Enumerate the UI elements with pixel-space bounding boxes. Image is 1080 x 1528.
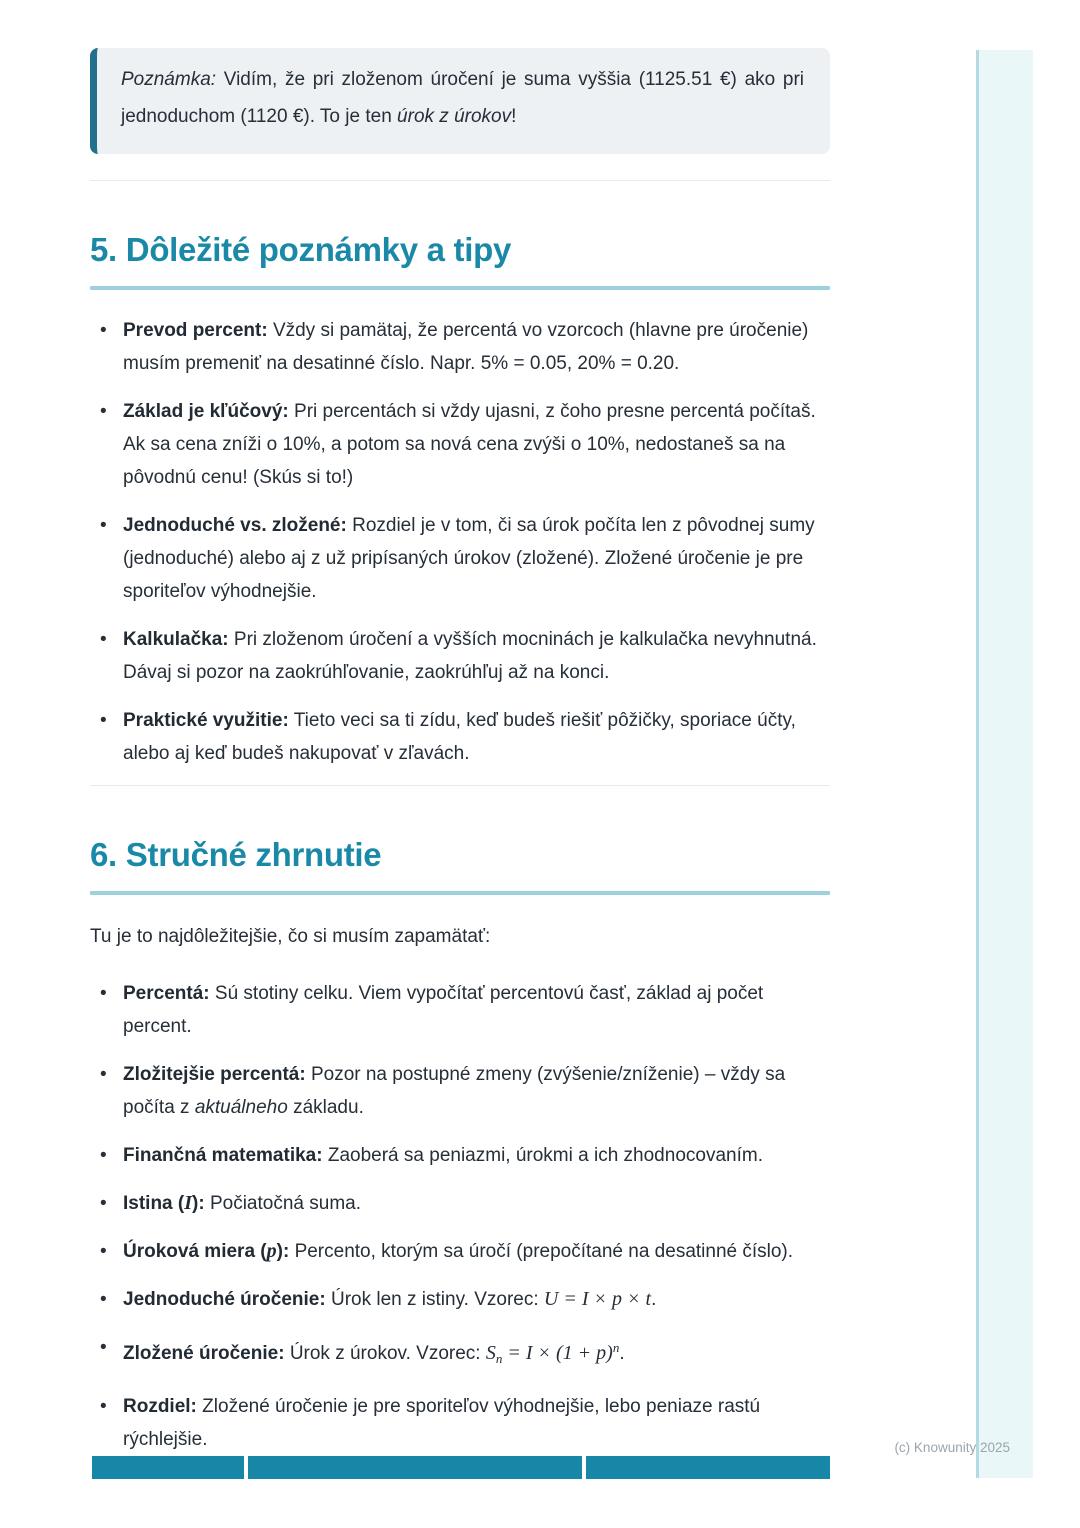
math-variable: p <box>266 1240 277 1262</box>
item-body: Úrok len z istiny. Vzorec: <box>330 1289 544 1310</box>
item-lead: Istina (I): <box>123 1192 205 1214</box>
list-item <box>90 977 830 1043</box>
list-item <box>90 623 830 689</box>
item-body: Vždy si pamätaj, že percentá vo vzorcoch (hlavne pre úročenie) musím premeniť na desatinné číslo. Napr. 5% = 0.05, 20% = 0.20. <box>123 320 809 374</box>
list-item <box>90 314 830 380</box>
page-margin-strip <box>976 50 1033 1478</box>
item-body: Zaoberá sa peniazmi, úrokmi a ich zhodnocovaním. <box>327 1145 763 1166</box>
item-body: Rozdiel je v tom, či sa úrok počíta len z pôvodnej sumy (jednoduché) alebo aj z už pripísaných úrokov (zložené). Zložené úročenie je pre sporiteľov výhodnejšie. <box>123 515 815 602</box>
tips-list <box>90 314 830 770</box>
item-lead: Zložené úročenie: <box>123 1343 285 1364</box>
item-lead: Kalkulačka: <box>123 629 229 650</box>
note-tail: ! <box>511 106 517 127</box>
item-lead: Jednoduché vs. zložené: <box>123 515 347 536</box>
item-lead: Zložitejšie percentá: <box>123 1064 306 1085</box>
list-item <box>90 1235 830 1268</box>
copyright-text: (c) Knowunity 2025 <box>894 1440 1010 1455</box>
item-tail: . <box>651 1289 657 1310</box>
list-item <box>90 1139 830 1172</box>
math-formula-compound-interest: $S_n = I \times (1 + p)^n$ <box>485 1340 620 1366</box>
section-divider <box>90 785 830 786</box>
item-body: Úrok z úrokov. Vzorec: <box>289 1343 486 1364</box>
list-item <box>90 704 830 770</box>
section-6-underline <box>90 891 830 895</box>
item-tail: . <box>619 1343 625 1364</box>
section-5-underline <box>90 286 830 290</box>
item-italic: aktuálneho <box>194 1097 288 1118</box>
note-italic-phrase: úrok z úrokov <box>397 106 512 127</box>
item-body: Pri percentách si vždy ujasni, z čoho presne percentá počítaš. Ak sa cena zníži o 10%, a potom sa nová cena zvýši o 10%, nedostaneš sa na pôvodnú cenu! (Skús si to!) <box>123 401 816 488</box>
math-formula-simple-interest: U = I × p × t <box>543 1288 652 1310</box>
item-body: Pozor na postupné zmeny (zvýšenie/zníženie) – vždy sa počíta z <box>123 1064 786 1118</box>
list-item <box>90 1058 830 1124</box>
list-item <box>90 1187 830 1220</box>
list-item <box>90 395 830 494</box>
item-lead: Jednoduché úročenie: <box>123 1289 326 1310</box>
section-5-title: 5. Dôležité poznámky a tipy <box>90 231 512 268</box>
list-item <box>90 1331 830 1375</box>
list-item <box>90 1390 830 1456</box>
list-item <box>90 509 830 608</box>
item-lead: Finančná matematika: <box>123 1145 323 1166</box>
note-text: Vidím, že pri zloženom úročení je suma vyššia (1125.51 €) ako pri jednoduchom (1120 €). To je ten <box>121 69 805 127</box>
item-body: Percento, ktorým sa úročí (prepočítané na desatinné číslo). <box>294 1241 794 1262</box>
item-body: základu. <box>287 1097 364 1118</box>
item-lead: Prevod percent: <box>123 320 268 341</box>
item-lead: Rozdiel: <box>123 1396 197 1417</box>
item-lead: Praktické využitie: <box>123 710 289 731</box>
note-callout <box>90 48 830 154</box>
item-body: Sú stotiny celku. Viem vypočítať percentovú časť, základ aj počet percent. <box>123 983 764 1037</box>
document-content <box>90 0 830 1471</box>
item-body: Pri zloženom úročení a vyšších mocninách je kalkulačka nevyhnutná. Dávaj si pozor na zaokrúhľovanie, zaokrúhľuj až na konci. <box>123 629 817 683</box>
item-body: Zložené úročenie je pre sporiteľov výhodnejšie, lebo peniaze rastú rýchlejšie. <box>123 1396 761 1450</box>
item-lead: Percentá: <box>123 983 210 1004</box>
item-lead: Úroková miera (p): <box>123 1240 290 1262</box>
section-divider <box>90 180 830 181</box>
item-lead: Základ je kľúčový: <box>123 401 289 422</box>
table-header-bar <box>92 1456 830 1479</box>
note-label: Poznámka: <box>121 69 217 90</box>
summary-list <box>90 977 830 1456</box>
table-header-cell <box>248 1456 582 1479</box>
math-variable: I <box>184 1192 193 1214</box>
summary-intro: Tu je to najdôležitejšie, čo si musím zapamätať: <box>90 926 491 947</box>
table-header-cell <box>586 1456 830 1479</box>
table-header-cell <box>92 1456 244 1479</box>
item-body: Počiatočná suma. <box>209 1193 361 1214</box>
list-item <box>90 1283 830 1316</box>
section-6-title: 6. Stručné zhrnutie <box>90 836 382 873</box>
item-body: Tieto veci sa ti zídu, keď budeš riešiť pôžičky, sporiace účty, alebo aj keď budeš nakupovať v zľavách. <box>123 710 796 764</box>
